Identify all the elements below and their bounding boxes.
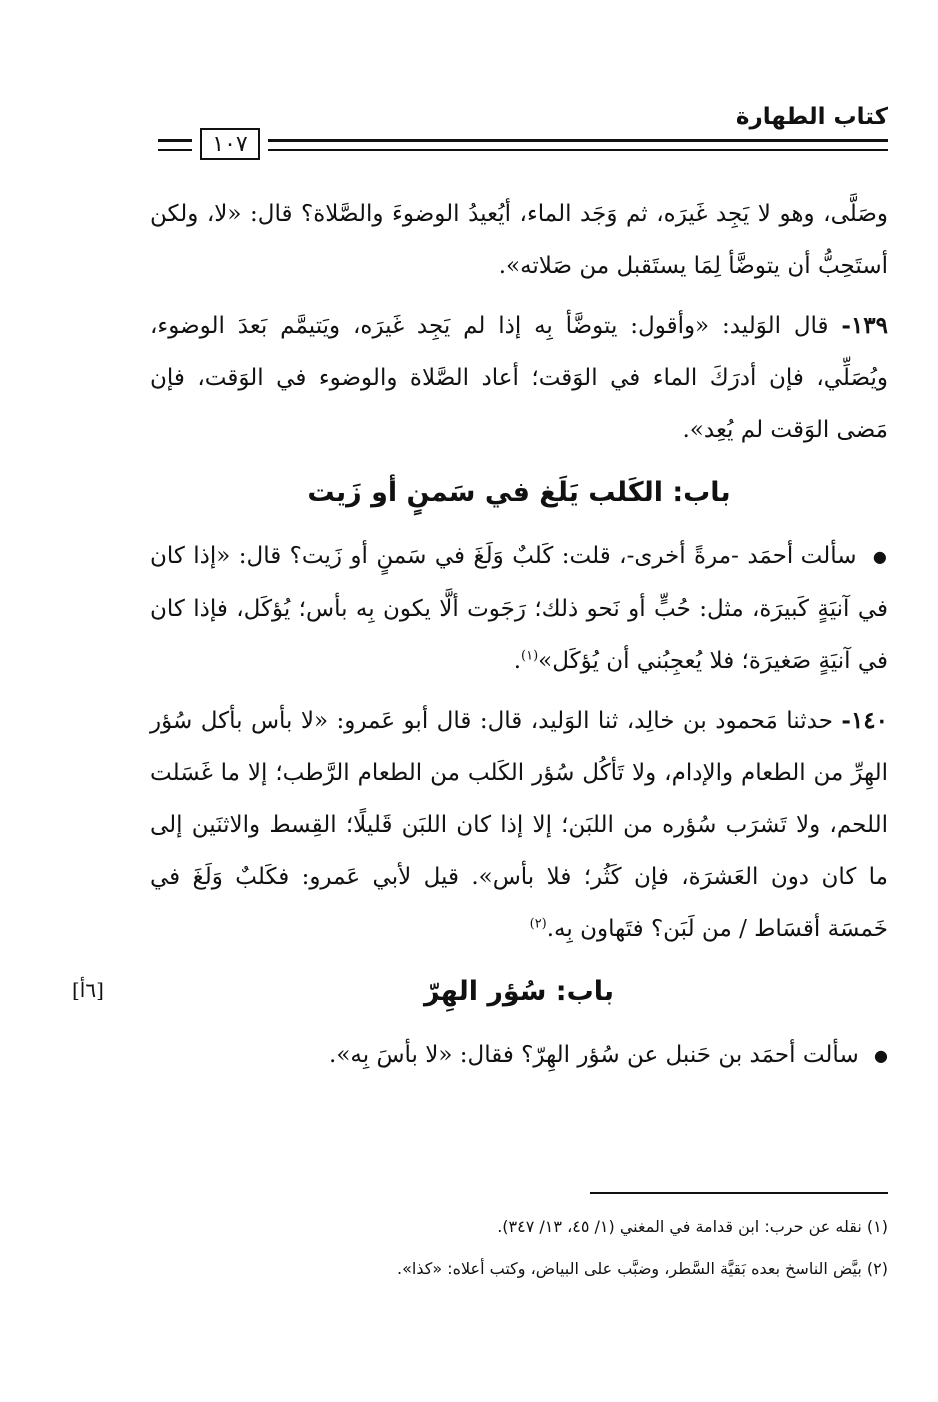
bullet-icon: ● [874, 1046, 888, 1065]
paragraph-text: سألت أحمَد بن حَنبل عن سُؤر الهِرّ؟ فقال: «لا بأسَ بِه». [329, 1042, 859, 1068]
footnote-2: (٢) بيَّض الناسخ بعده بَقيَّة السَّطر، وضبَّب على البياض، وكتب أعلاه: «كذا». [397, 1259, 888, 1278]
bullet-icon: ● [872, 547, 888, 566]
footnote-separator [590, 1192, 888, 1194]
header-rule-left-bottom [158, 149, 192, 151]
item-number: ١٤٠- [841, 707, 888, 734]
running-title: كتاب الطهارة [735, 104, 888, 130]
item-number: ١٣٩- [841, 312, 888, 339]
footnote-ref: (٢) [529, 916, 547, 932]
header-rule-left-top [158, 139, 192, 142]
footnote-ref: (١) [521, 648, 539, 664]
footnote-1: (١) نقله عن حرب: ابن قدامة في المغني (١/ ٤٥، ١٣/ ٣٤٧). [497, 1217, 888, 1236]
body-text [150, 188, 888, 1082]
paragraph-140 [150, 695, 888, 955]
paragraph-text: سألت أحمَد -مرةً أخرى-، قلت: كَلبٌ وَلَغَ في سَمنٍ أو زَيت؟ قال: «إذا كان في آنيَةٍ كَبيرَة، مثل: حُبٍّ أو نَحو ذلك؛ رَجَوت ألَّا يكون بِه بأس؛ يُؤكَل، فإذا كان في آنيَةٍ صَغيرَة؛ فلا يُعجِبُني أن يُؤكَل» [150, 543, 888, 674]
manuscript-folio-ref: [٦أ] [72, 978, 104, 1002]
paragraph-139 [150, 300, 888, 456]
page-number-box [200, 128, 260, 160]
paragraph-line: أستَحِبُّ أن يتوضَّأ لِمَا يستَقبل من صَلاته». [498, 253, 888, 279]
paragraph-text: قال الوَليد: «وأقول: يتوضَّأ بِه إذا لم يَجِد غَيرَه، ويَتيمَّم بَعدَ الوضوء، ويُصَلِّي، فإن أدرَكَ الماء في الوَقت؛ أعاد الصَّلاة والوضوء في الوَقت، فإن مَضى الوَقت لم يُعِد». [150, 313, 888, 443]
footnotes [150, 1206, 888, 1290]
chapter-heading: باب: سُؤر الهِرّ [423, 976, 615, 1007]
header-rule-top [268, 139, 888, 142]
chapter-heading: باب: الكَلب يَلَغ في سَمنٍ أو زَيت [307, 477, 731, 508]
paragraph-text: حدثنا مَحمود بن خالِد، ثنا الوَليد، قال: قال أبو عَمرو: «لا بأس بأكل سُؤر الهِرِّ من الطعام والإدام، ولا تَأكُل سُؤر الكَلب من الطعام الرَّطب؛ إلا ما غَسَلت اللحم، ولا تَشرَب سُؤره من اللبَن؛ إلا إذا كان اللبَن قَليلًا؛ القِسط والاثنَين إلى ما كان دون العَشرَة، فإن كَثُر؛ فلا بأس». قيل لأبي عَمرو: فكَلبٌ وَلَغَ في خَمسَة أقسَاط / من لَبَن؟ فتَهاون بِه. [150, 708, 889, 942]
paragraph-continued [150, 188, 888, 292]
header-rule-bottom [268, 149, 888, 151]
paragraph-end: . [513, 648, 522, 674]
paragraph-line: وصَلَّى، وهو لا يَجِد غَيرَه، ثم وَجَد الماء، أيُعيدُ الوضوءَ والصَّلاة؟ قال: «لا، ولكن [150, 201, 888, 227]
paragraph-cat-question [150, 1029, 888, 1082]
page-number: ١٠٧ [212, 131, 248, 157]
paragraph-dog-question [150, 530, 888, 687]
